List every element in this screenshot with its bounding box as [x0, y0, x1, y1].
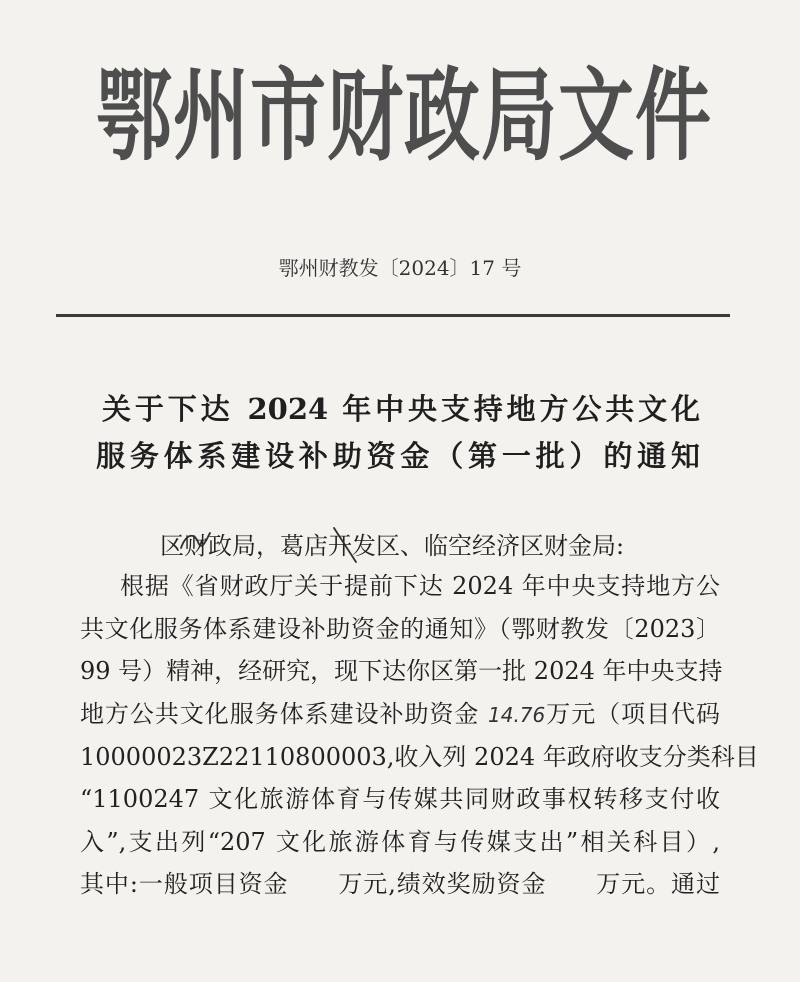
- body-line-7: 入”,支出列“207 文化旅游体育与传媒支出”相关科目）,: [80, 828, 720, 856]
- body-line-4: [80, 698, 720, 731]
- header-divider: [56, 314, 730, 317]
- notice-title-line-2: 服务体系建设补助资金（第一批）的通知: [96, 439, 700, 473]
- body-line-8: 其中:一般项目资金 万元,绩效奖励资金 万元。通过: [80, 870, 720, 898]
- salutation: 区财政局，葛店开发区、临空经济区财金局:: [160, 532, 625, 560]
- handwritten-amount: 14.76: [488, 703, 546, 727]
- notice-title-line-1: 关于下达 2024 年中央支持地方公共文化: [102, 392, 700, 426]
- masthead-title: 鄂州市财政局文件: [96, 56, 712, 175]
- allocation-text-after: 万元（项目代码: [545, 700, 721, 728]
- body-line-2: 共文化服务体系建设补助资金的通知》（鄂财教发〔2023〕: [80, 615, 720, 643]
- body-line-1: 根据《省财政厅关于提前下达 2024 年中央支持地方公: [120, 572, 720, 600]
- body-line-5: 10000023Z22110800003,收入列 2024 年政府收支分类科目: [80, 743, 759, 771]
- allocation-text-before: 地方公共文化服务体系建设补助资金: [80, 700, 488, 728]
- body-line-3: 99 号）精神，经研究，现下达你区第一批 2024 年中央支持: [80, 657, 723, 685]
- document-number: 鄂州财教发〔2024〕17 号: [278, 256, 522, 280]
- body-line-6: “1100247 文化旅游体育与传媒共同财政事权转移支付收: [80, 785, 720, 813]
